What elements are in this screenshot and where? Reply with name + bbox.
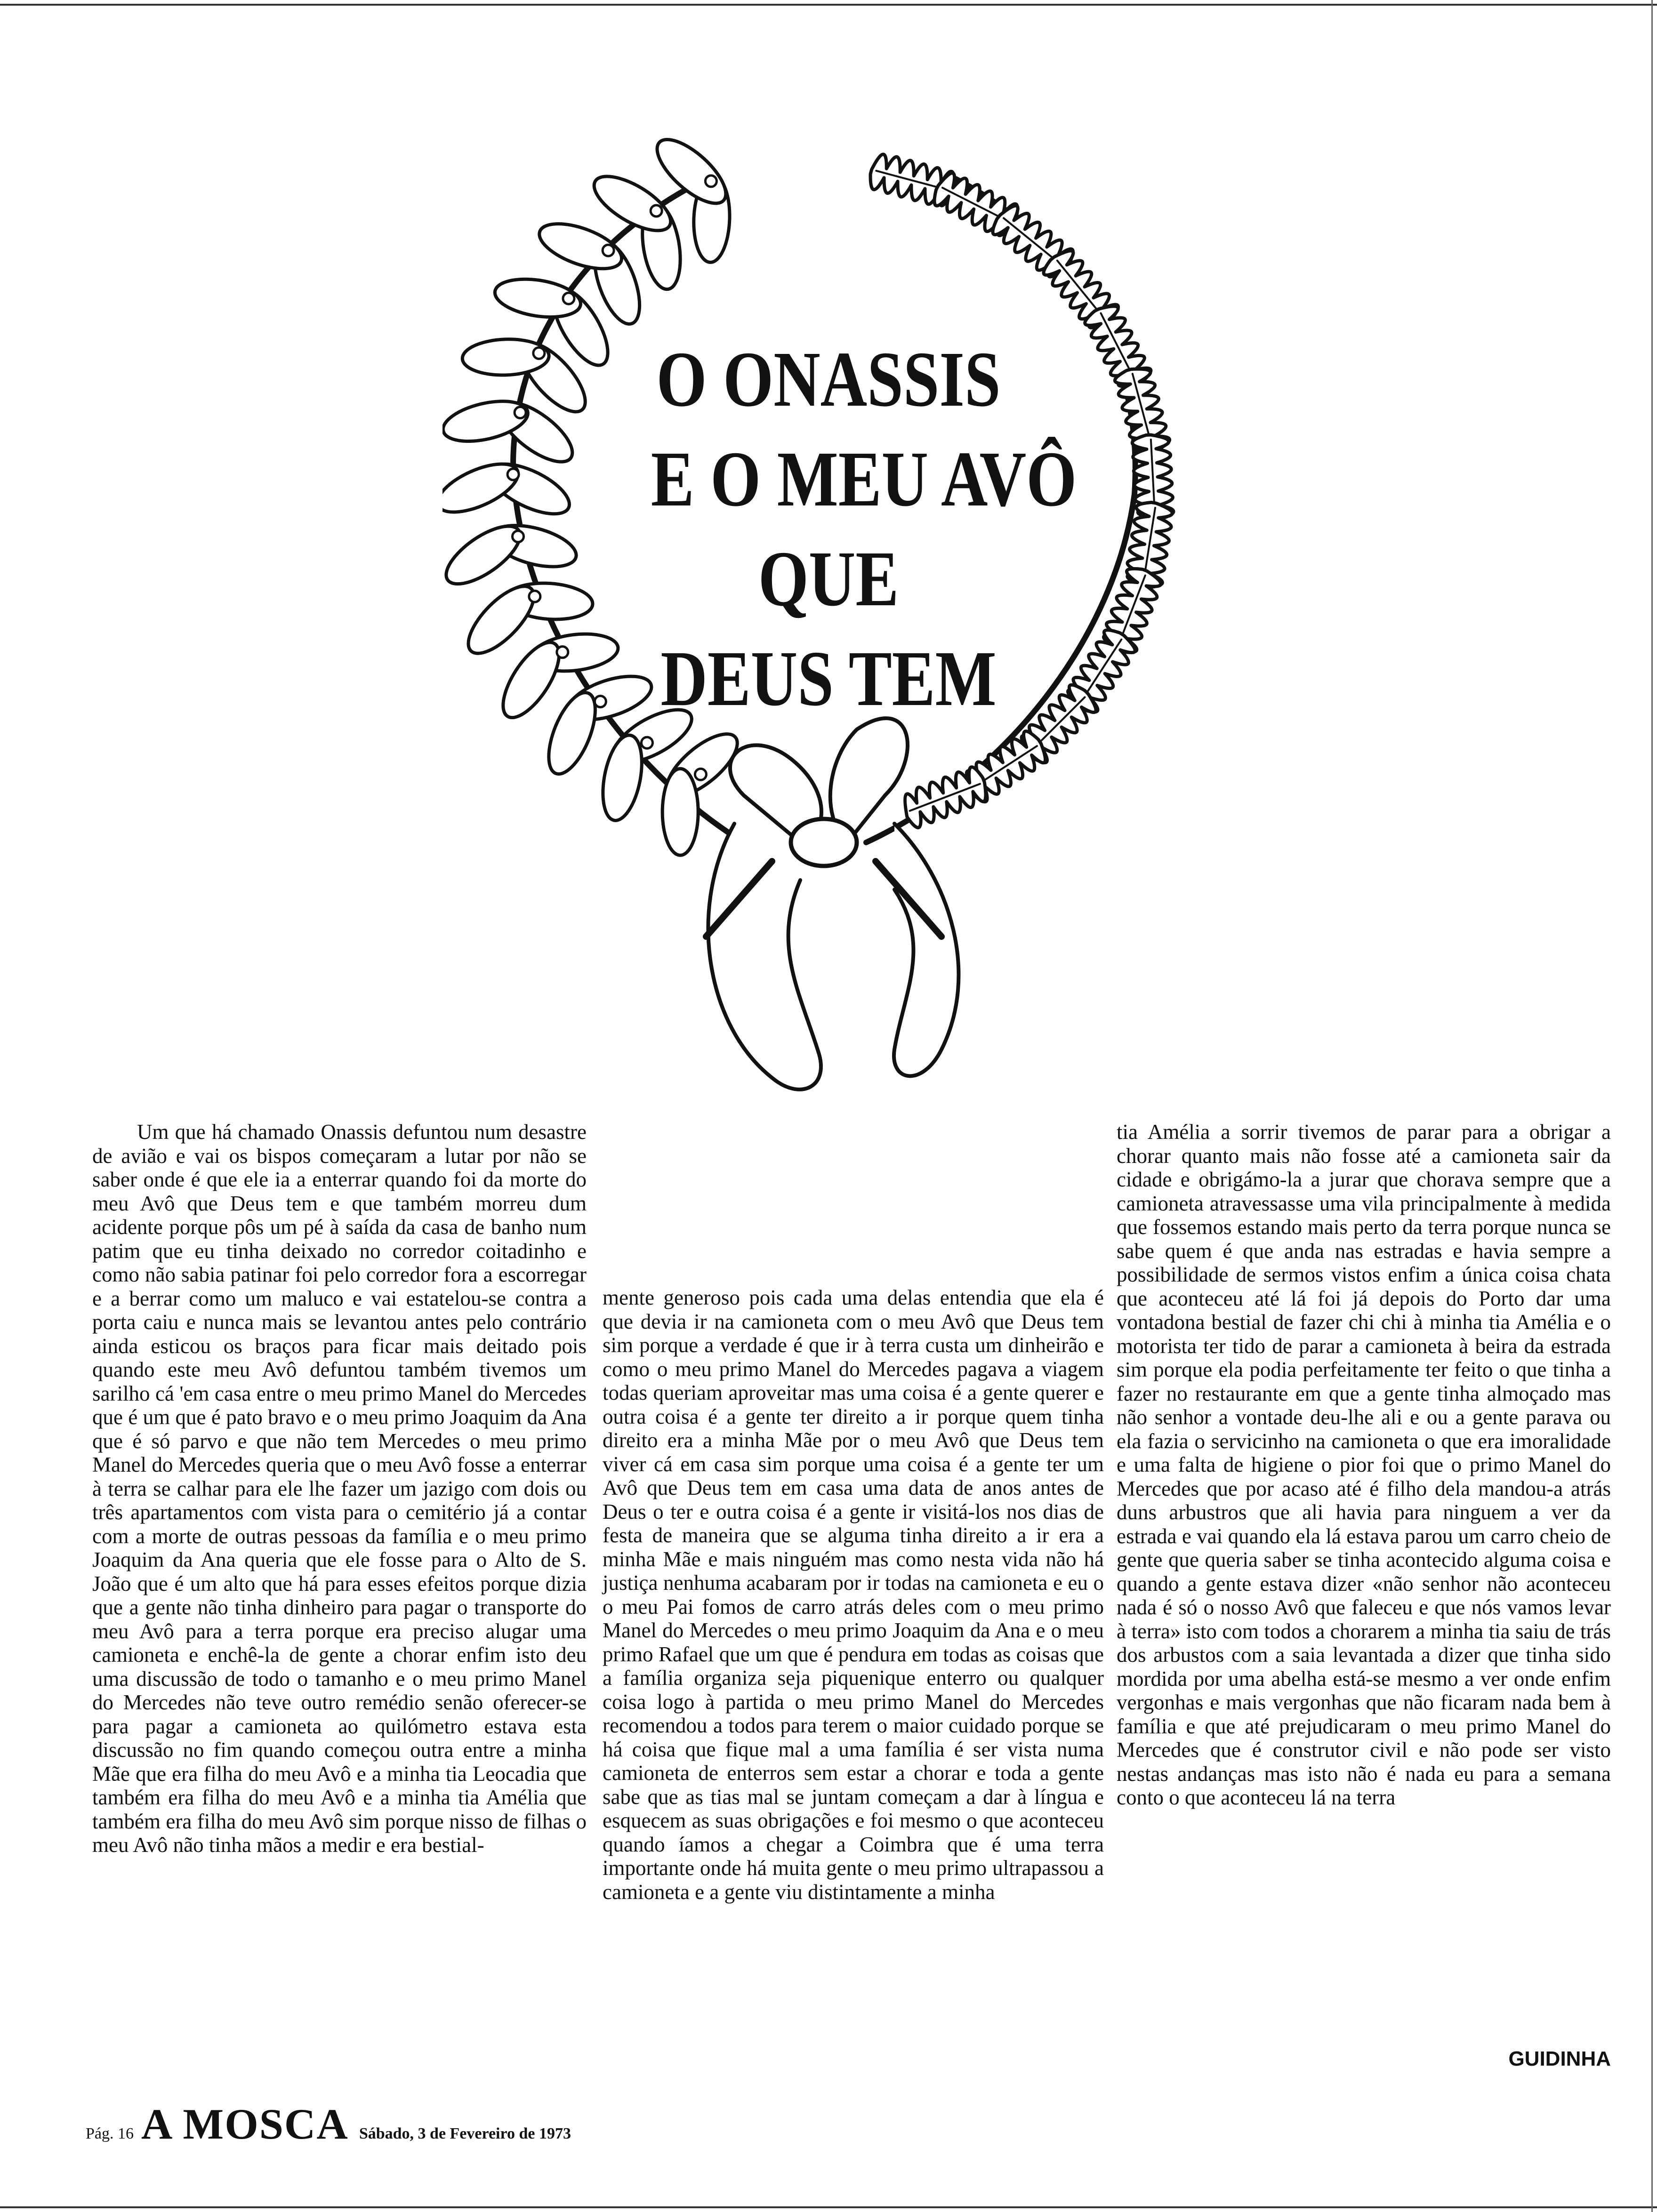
issue-date: Sábado, 3 de Fevereiro de 1973: [359, 2125, 571, 2142]
title-line-1: O ONASSIS: [656, 336, 1001, 423]
article-paragraph-2: mente generoso pois cada uma delas entendia que ela é que devia ir na camioneta com o meu Avô que Deus tem sim porque a verdade é que ir à terra custa um dinheirão e como o meu primo Manel do Mercedes pagava a viagem todas queriam aproveitar mas uma coisa é a gente querer e outra coisa é a gente ter direito a ir porque quem tinha direito era a minha Mãe por o meu Avô que Deus tem viver cá em casa sim porque uma coisa é a gente ter um Avô que Deus tem em casa uma data de anos antes de Deus o ter e outra coisa é a gente ir visitá-los nos dias de festa de maneira que se alguma tinha direito a ir era a minha Mãe e mais ninguém mas como nesta vida não há justiça nenhuma acabaram por ir todas na camioneta e eu o o meu Pai fomos de carro atrás deles com o meu primo Manel do Mercedes o meu primo Joaquim da Ana e o meu primo Rafael que um que é pendura em todas as coisas que a família organiza seja piquenique enterro ou qualquer coisa logo à partida o meu primo Manel do Mercedes recomendou a todos para terem o maior cuidado porque se há coisa que fique mal a uma família é ser vista numa camioneta de enterros sem estar a chorar e toda a gente sabe que as tias mal se juntam começam a dar à língua e esquecem as suas obrigações e foi mesmo o que aconteceu quando íamos a chegar a Coimbra que é uma terra importante onde há muita gente o meu primo ultrapassou a camioneta e a gente viu distintamente a minha: [603, 1286, 1104, 1904]
title-line-4: DEUS TEM: [660, 635, 997, 722]
title-line-2: E O MEU AVÔ: [651, 435, 1077, 523]
article-paragraph-3: tia Amélia a sorrir tivemos de parar para a obrigar a chorar quanto mais não fosse até a camioneta sair da cidade e obrigámo-la a jurar que chorava sempre que a camioneta atravessasse uma vila principalmente à medida que fossemos estando mais perto da terra porque nunca se sabe quem é que anda nas estradas e havia sempre a possibilidade de sermos vistos enfim a única coisa chata que aconteceu até lá foi já depois do Porto dar uma vontadona bestial de fazer chi chi à minha tia Amélia e o motorista ter tido de parar a camioneta à beira da estrada sim porque ela podia perfeitamente ter feito o que tinha a fazer no restaurante em que a gente tinha almoçado mas não senhor a vontade deu-lhe ali e ou a gente parava ou ela fazia o servicinho na camioneta o que era imoralidade e uma falta de higiene o pior foi que o primo Manel do Mercedes que por acaso até é filho dela mandou-a atrás duns arbustros que ali havia para ninguem a ver da estrada e vai quando ela lá estava parou um carro cheio de gente que queria saber se tinha acontecido alguma coisa e quando a gente estava dizer «não senhor não aconteceu nada é só o nosso Avô que faleceu e que nós vamos levar à terra» isto com todos a chorarem a minha tia saiu de trás dos arbustos com a saia levantada a dizer que tinha sido mordida por uma abelha está-se mesmo a ver onde enfim vergonhas e mais vergonhas que não ficaram nada bem à família e que até prejudicaram o meu primo Manel do Mercedes que é construtor civil e não pode ser visto nestas andanças mas isto não é nada eu para a semana conto o que aconteceu lá na terra: [1117, 1120, 1611, 1809]
page-border-right: [1651, 0, 1653, 2212]
page-number: Pág. 16: [86, 2125, 134, 2142]
article-title: [651, 329, 1077, 729]
article-author: GUIDINHA: [1508, 2047, 1611, 2070]
page-footer: [86, 2099, 571, 2148]
page-border-bottom: [0, 2206, 1657, 2208]
article-column-1: [92, 1120, 587, 1857]
page-border-top: [0, 4, 1657, 6]
masthead: A MOSCA: [141, 2100, 349, 2148]
article-column-2: [603, 1286, 1104, 1904]
article-paragraph-1: Um que há chamado Onassis defuntou num desastre de avião e vai os bispos começaram a lutar por não se saber onde é que ele ia a enterrar quando foi da morte do meu Avô que Deus tem e que também morreu dum acidente porque pôs um pé à saída da casa de banho num patim que eu tinha deixado no corredor coitadinho e como não sabia patinar foi pelo corredor fora a escorregar e a berrar como um maluco e vai estatelou-se contra a porta caiu e nunca mais se levantou antes pelo contrário ainda esticou os braços para ficar mais deitado pois quando este meu Avô defuntou também tivemos um sarilho cá 'em casa entre o meu primo Manel do Mercedes que é um que é pato bravo e o meu primo Joaquim da Ana que é só parvo e que não tem Mercedes o meu primo Manel do Mercedes queria que o meu Avô fosse a enterrar à terra se calhar para ele lhe fazer um jazigo com dois ou três apartamentos com vista para o cemitério já a contar com a morte de outras pessoas da família e o meu primo Joaquim da Ana queria que ele fosse para o Alto de S. João que é um alto que há para esses efeitos porque dizia que a gente não tinha dinheiro para pagar o transporte do meu Avô para a terra porque era preciso alugar uma camioneta e enchê-la de gente a chorar enfim isto deu uma discussão de todo o tamanho e o meu primo Manel do Mercedes não teve outro remédio senão oferecer-se para pagar a camioneta ao quilómetro estava esta discussão no fim quando começou outra entre a minha Mãe que era filha do meu Avô e a minha tia Leocadia que também era filha do meu Avô e a minha tia Amélia que também era filha do meu Avô sim porque nisso de filhas o meu Avô não tinha mãos a medir e era bestial-: [92, 1120, 587, 1857]
title-line-3: QUE: [758, 535, 899, 623]
article-column-3: [1117, 1120, 1611, 1810]
